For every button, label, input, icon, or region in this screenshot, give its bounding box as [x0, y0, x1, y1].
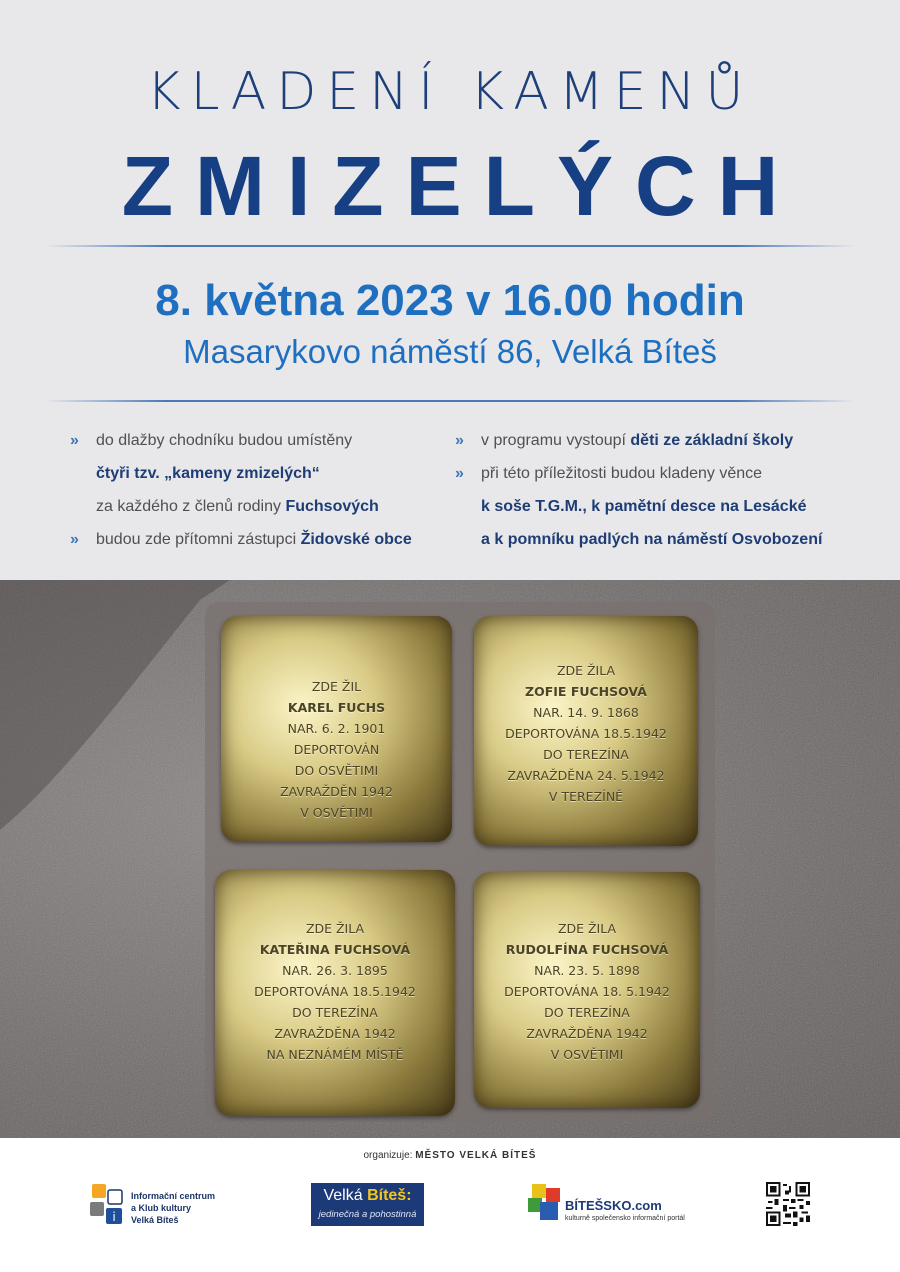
right-line-4: a k pomníku padlých na náměstí Osvobození — [481, 531, 823, 548]
event-place: Masarykovo náměstí 86, Velká Bíteš — [183, 333, 717, 370]
stone-line: DO TEREZÍNA — [292, 1005, 378, 1020]
family-name: Fuchsových — [285, 498, 379, 515]
divider-top — [45, 245, 855, 247]
stone-line: V TEREZÍNĚ — [548, 789, 624, 804]
stone-line: NA NEZNÁMÉM MÍSTĚ — [266, 1047, 404, 1062]
stone-line: DEPORTOVÁN — [293, 742, 380, 757]
vb-logo-part1: Velká — [323, 1187, 368, 1204]
organizer-line — [0, 1150, 900, 1161]
stone-line: ZDE ŽILA — [556, 663, 616, 678]
stone-line: ZAVRAŽDĚNA 24. 5.1942 — [507, 768, 665, 783]
stone-inscription — [474, 918, 700, 1065]
stone-line: NAR. 14. 9. 1868 — [533, 705, 639, 720]
stone-inscription — [215, 918, 455, 1065]
stone-katerina-fuchsova — [215, 870, 455, 1116]
bitessko-name: BÍTEŠSKO.com — [565, 1198, 662, 1213]
poster-footer — [0, 1138, 900, 1272]
stone-line: DO OSVĚTIMI — [294, 763, 379, 778]
left-line-1: do dlažby chodníku budou umístěny — [96, 432, 353, 449]
ic-line-1: Informační centrum — [131, 1191, 216, 1201]
poster-header — [0, 0, 900, 580]
left-line-3-text: za každého z členů rodiny — [96, 498, 286, 515]
right-line-3: k soše T.G.M., k pamětní desce na Lesácké — [481, 498, 807, 515]
right-line-2: při této příležitosti budou kladeny věnce — [481, 465, 763, 482]
right-line-1 — [481, 432, 793, 450]
stone-line: NAR. 23. 5. 1898 — [534, 963, 640, 978]
qr-code-icon — [766, 1182, 810, 1226]
stone-line: V OSVĚTIMI — [550, 1047, 624, 1062]
stone-line: NAR. 6. 2. 1901 — [287, 721, 386, 736]
stolpersteine-photo — [0, 580, 900, 1138]
bullet-icon: » — [455, 432, 464, 449]
stone-line: DEPORTOVÁNA 18.5.1942 — [505, 726, 667, 741]
jewish-community: Židovské obce — [300, 531, 412, 548]
stone-line: DEPORTOVÁNA 18. 5.1942 — [504, 984, 670, 999]
information-center-logo-icon — [88, 1182, 128, 1226]
stone-line: DO TEREZÍNA — [544, 1005, 630, 1020]
stone-line: DO TEREZÍNA — [543, 747, 629, 762]
stone-line: DEPORTOVÁNA 18.5.1942 — [254, 984, 416, 999]
stone-inscription — [474, 660, 698, 807]
bullet-icon: » — [455, 465, 464, 482]
bitessko-logo-icon — [528, 1182, 564, 1224]
stone-rudolfina-fuchsova — [474, 872, 700, 1108]
stone-name: RUDOLFÍNA FUCHSOVÁ — [505, 942, 669, 957]
stone-name: KATEŘINA FUCHSOVÁ — [259, 942, 411, 957]
title-line-1: KLADENÍ KAMENŮ — [146, 62, 754, 122]
ic-line-2: a Klub kultury — [131, 1203, 192, 1213]
title-line-2: ZMIZELÝCH — [121, 139, 801, 233]
bitessko-subtitle: kulturně společensko informační portál — [565, 1215, 685, 1222]
left-line-4-text: budou zde přítomni zástupci — [96, 531, 301, 548]
vb-logo-slogan: jedinečná a pohostinná — [318, 1209, 417, 1220]
svg-text:i: i — [112, 1210, 116, 1224]
right-line-1-text: v programu vystoupí — [481, 432, 631, 449]
stone-line: V OSVĚTIMI — [300, 805, 373, 820]
stone-line: ZDE ŽIL — [311, 679, 362, 694]
school-children: děti ze základní školy — [630, 432, 794, 449]
vb-logo-main — [311, 1187, 424, 1205]
stone-line: ZAVRAŽDĚN 1942 — [280, 784, 393, 799]
stone-name: ZOFIE FUCHSOVÁ — [525, 684, 647, 699]
left-line-2: čtyři tzv. „kameny zmizelých“ — [96, 465, 320, 482]
bullet-icon: » — [70, 432, 79, 449]
ic-line-3: Velká Bíteš — [131, 1215, 179, 1225]
stone-line: NAR. 26. 3. 1895 — [282, 963, 388, 978]
left-line-4 — [96, 531, 412, 549]
stone-karel-fuchs — [221, 616, 452, 842]
information-center-text — [131, 1190, 215, 1226]
stone-name: KAREL FUCHS — [287, 700, 386, 715]
event-date: 8. května 2023 v 16.00 hodin — [155, 276, 745, 325]
vb-logo-part2: Bíteš: — [367, 1187, 412, 1204]
stone-line: ZDE ŽILA — [557, 921, 617, 936]
divider-bottom — [45, 400, 855, 402]
stone-line: ZAVRAŽDĚNA 1942 — [526, 1026, 648, 1041]
left-line-3 — [96, 498, 379, 516]
stone-zofie-fuchsova — [474, 616, 698, 846]
organizer-name: MĚSTO VELKÁ BÍTEŠ — [415, 1150, 537, 1161]
stone-line: ZAVRAŽDĚNA 1942 — [274, 1026, 396, 1041]
bullet-icon: » — [70, 531, 79, 548]
velka-bites-logo — [311, 1183, 424, 1226]
stone-inscription — [221, 676, 452, 823]
organizer-label: organizuje: — [363, 1150, 416, 1161]
stone-line: ZDE ŽILA — [305, 921, 365, 936]
